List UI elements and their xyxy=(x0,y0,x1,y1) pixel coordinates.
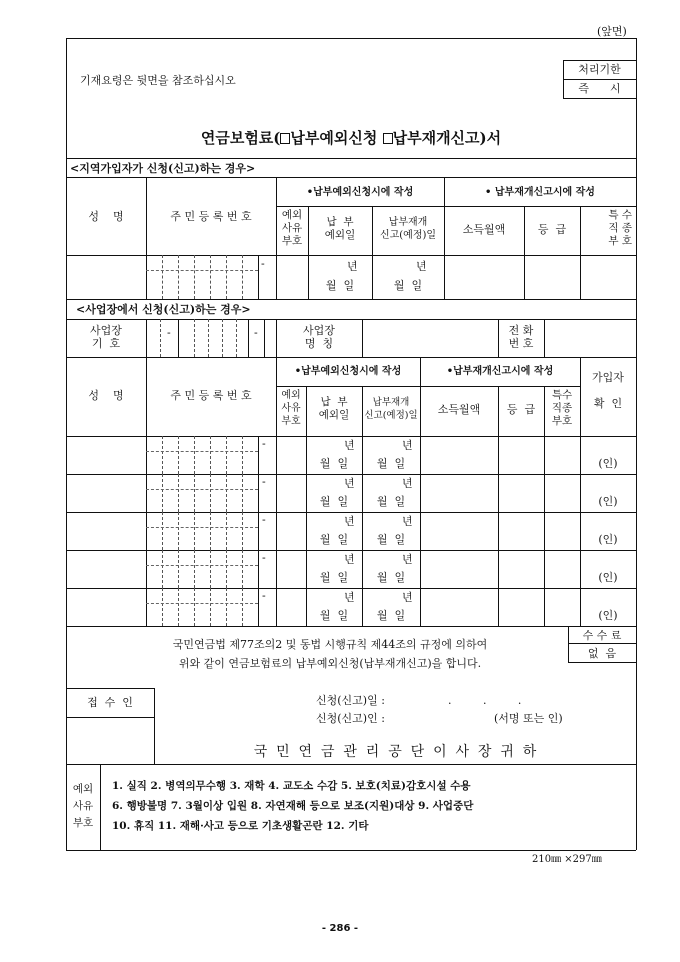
workplace-seal[interactable]: (인) xyxy=(598,571,618,584)
workplace-resume-monthday: 월 일 xyxy=(376,609,406,622)
workplace-grade-header: 등 급 xyxy=(506,403,536,416)
workplace-exempt-year: 년 xyxy=(344,591,355,604)
codes-line1: 1. 실직 2. 병역의무수행 3. 재학 4. 교도소 수감 5. 보호(치료)감호시설 수용 xyxy=(112,780,471,792)
phone-label: 전 화 번 호 xyxy=(508,324,534,350)
declaration-line1: 국민연금법 제77조의2 및 동법 시행규칙 제44조의 규정에 의하여 xyxy=(172,638,488,651)
workplace-name-header: 성 명 xyxy=(88,389,124,402)
workplace-heading: <사업장에서 신청(신고)하는 경우> xyxy=(76,303,251,316)
workplace-seal[interactable]: (인) xyxy=(598,457,618,470)
biz-name-label: 사업장 명 칭 xyxy=(303,324,335,350)
workplace-exempt-monthday: 월 일 xyxy=(319,495,349,508)
regional-resume-monthday: 월 일 xyxy=(393,279,423,292)
workplace-resume-monthday: 월 일 xyxy=(376,533,406,546)
regional-job-header: 특 수 직 종 부 호 xyxy=(608,209,632,247)
codes-label: 예외 사유 부호 xyxy=(72,783,94,829)
workplace-resume-year: 년 xyxy=(402,553,413,566)
workplace-seal[interactable]: (인) xyxy=(598,533,618,546)
workplace-exempt-monthday: 월 일 xyxy=(319,457,349,470)
workplace-seal[interactable]: (인) xyxy=(598,609,618,622)
side-label: (앞면) xyxy=(597,25,627,38)
apply-date-label: 신청(신고)일 : xyxy=(316,694,385,707)
regional-exempt-date-header: 납 부 예외일 xyxy=(324,216,356,241)
exempt-checkbox[interactable] xyxy=(280,133,290,144)
declaration-line2: 위와 같이 연금보험료의 납부예외신청(납부재개신고)을 합니다. xyxy=(178,657,482,670)
workplace-resume-monthday: 월 일 xyxy=(376,457,406,470)
workplace-exempt-year: 년 xyxy=(344,477,355,490)
workplace-exempt-date-header: 납 부 예외일 xyxy=(318,396,350,421)
workplace-resume-year: 년 xyxy=(402,439,413,452)
form-left-border xyxy=(66,38,67,850)
regional-grade-header: 등 급 xyxy=(537,223,567,236)
workplace-exempt-monthday: 월 일 xyxy=(319,609,349,622)
workplace-resume-monthday: 월 일 xyxy=(376,495,406,508)
receipt-label: 접 수 인 xyxy=(87,696,133,709)
addressee: 국 민 연 금 관 리 공 단 이 사 장 귀 하 xyxy=(253,744,537,760)
signature-field[interactable]: (서명 또는 인) xyxy=(494,712,563,725)
workplace-reason-code-header: 예외 사유 부호 xyxy=(281,390,301,427)
resume-checkbox[interactable] xyxy=(383,133,393,144)
regional-name-header: 성 명 xyxy=(88,210,124,223)
paper-size: 210㎜ ×297㎜ xyxy=(532,854,602,865)
biz-mark-label: 사업장 기 호 xyxy=(90,324,122,350)
regional-resume-year: 년 xyxy=(416,260,427,273)
workplace-rrn-header: 주 민 등 록 번 호 xyxy=(170,389,252,402)
workplace-resume-group-header: •납부재개신고시에 작성 xyxy=(446,366,554,377)
processing-value: 즉 시 xyxy=(578,82,621,95)
workplace-resume-monthday: 월 일 xyxy=(376,571,406,584)
regional-reason-code-header: 예외 사유 부호 xyxy=(281,209,303,247)
regional-exempt-group-header: •납부예외신청시에 작성 xyxy=(306,187,414,198)
processing-label: 처리기한 xyxy=(578,63,621,76)
workplace-job-header: 특수 직종 부호 xyxy=(551,389,573,427)
workplace-exempt-monthday: 월 일 xyxy=(319,533,349,546)
regional-exempt-year: 년 xyxy=(347,260,358,273)
regional-resume-group-header: • 납부재개신고시에 작성 xyxy=(485,187,595,198)
workplace-resume-year: 년 xyxy=(402,591,413,604)
fee-label: 수 수 료 xyxy=(582,629,622,642)
regional-income-header: 소득월액 xyxy=(462,223,506,236)
regional-heading: <지역가입자가 신청(신고)하는 경우> xyxy=(70,162,256,175)
regional-resume-date-header: 납부재개 신고(예정)일 xyxy=(379,217,437,241)
workplace-exempt-year: 년 xyxy=(344,553,355,566)
apply-date-value[interactable]: . . . xyxy=(448,694,522,707)
workplace-exempt-year: 년 xyxy=(344,439,355,452)
workplace-income-header: 소득월액 xyxy=(437,403,481,416)
codes-line2: 6. 행방불명 7. 3월이상 입원 8. 자연재해 등으로 보조(지원)대상 9. 사업중단 xyxy=(112,800,474,812)
codes-line3: 10. 휴직 11. 재해·사고 등으로 기초생활곤란 12. 기타 xyxy=(112,820,369,832)
form-bottom-border xyxy=(66,850,636,851)
applicant-label: 신청(신고)인 : xyxy=(316,712,385,725)
form-right-border xyxy=(636,38,637,850)
form-title: 연금보험료( 납부예외신청 납부재개신고)서 xyxy=(200,129,502,147)
form-top-border xyxy=(66,38,636,39)
page-number: - 286 - xyxy=(321,923,359,934)
instruction-text: 기재요령은 뒷면을 참조하십시오 xyxy=(80,74,236,87)
workplace-confirm-header: 가입자 확 인 xyxy=(592,371,624,410)
regional-exempt-monthday: 월 일 xyxy=(325,279,355,292)
fee-value: 없 음 xyxy=(587,647,617,660)
workplace-exempt-year: 년 xyxy=(344,515,355,528)
workplace-exempt-group-header: •납부예외신청시에 작성 xyxy=(294,366,402,377)
workplace-resume-year: 년 xyxy=(402,515,413,528)
workplace-seal[interactable]: (인) xyxy=(598,495,618,508)
workplace-exempt-monthday: 월 일 xyxy=(319,571,349,584)
workplace-resume-date-header: 납부재개 신고(예정)일 xyxy=(364,397,418,421)
regional-rrn-header: 주 민 등 록 번 호 xyxy=(170,210,252,223)
workplace-resume-year: 년 xyxy=(402,477,413,490)
